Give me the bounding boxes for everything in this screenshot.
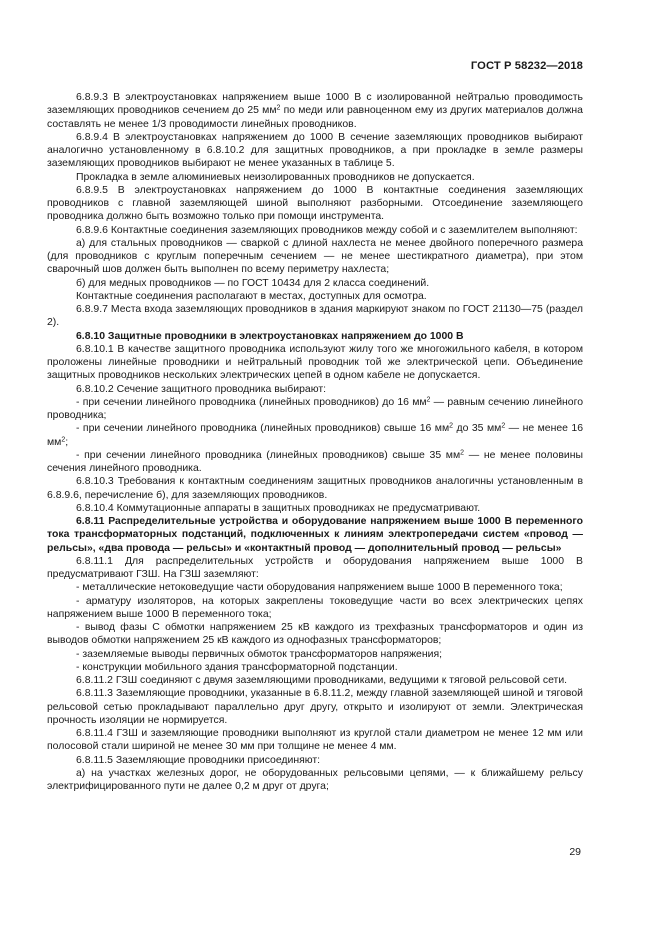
text-run: - заземляемые выводы первичных обмоток трансформаторов напряжения; bbox=[76, 648, 443, 660]
section-heading bbox=[47, 515, 583, 555]
paragraph bbox=[47, 131, 583, 171]
paragraph bbox=[47, 754, 583, 767]
text-run: 6.8.10 Защитные проводники в электроустановках напряжением до 1000 В bbox=[76, 330, 464, 342]
text-run: — равным сечению линейного проводника; bbox=[47, 396, 583, 421]
superscript: 2 bbox=[501, 422, 506, 430]
text-run: 6.8.10.1 В качестве защитного проводника используют жилу того же многожильного кабеля, в котором проложены линейные проводники и нейтральный проводник той же электрической цепи. Объединение защитных проводников нескольких электрических цепей в одном кабеле не допускается. bbox=[47, 343, 583, 382]
document-code-header: ГОСТ Р 58232—2018 bbox=[470, 60, 583, 72]
text-run: 6.8.9.3 В электроустановках напряжением выше 1000 В с изолированной нейтралью проводимость заземляющих проводников сечением до 25 мм bbox=[47, 92, 583, 117]
text-run: - при сечении линейного проводника (линейных проводников) до 16 мм bbox=[76, 396, 427, 408]
paragraph bbox=[47, 595, 583, 622]
text-run: 6.8.10.2 Сечение защитного проводника выбирают: bbox=[76, 383, 326, 395]
text-run: - металлические нетоковедущие части оборудования напряжением выше 1000 В переменного тока; bbox=[76, 582, 563, 594]
superscript: 2 bbox=[426, 396, 431, 404]
text-run: 6.8.9.4 В электроустановках напряжением до 1000 В сечение заземляющих проводников выбирают аналогично установленному в 6.8.10.2 для защитных проводников, а при прокладке в земле размеры заземляющих проводников выбирают не менее указанных в таблице 5. bbox=[47, 131, 583, 170]
text-run: до 35 мм bbox=[453, 423, 502, 435]
text-run: - вывод фазы С обмотки напряжением 25 кВ каждого из трехфазных трансформаторов и один из выводов обмотки напряжением 25 кВ каждого из однофазных трансформаторов; bbox=[47, 622, 583, 647]
text-run: 6.8.9.5 В электроустановках напряжением до 1000 В контактные соединения заземляющих проводников с главной заземляющей шиной выполняют разборными. Отсоединение заземляющего проводника должно быть возможно только при помощи инструмента. bbox=[47, 184, 583, 223]
paragraph bbox=[47, 475, 583, 502]
paragraph bbox=[47, 237, 583, 277]
text-run: - арматуру изоляторов, на которых закреплены токоведущие части во всех электрических цепях напряжением выше 1000 В переменного тока; bbox=[47, 595, 583, 620]
paragraph bbox=[47, 224, 583, 237]
superscript: 2 bbox=[61, 436, 66, 443]
paragraph bbox=[47, 555, 583, 582]
superscript: 2 bbox=[276, 104, 281, 112]
text-run: 6.8.11.1 Для распределительных устройств и оборудования напряжением выше 1000 В предусматривают ГЗШ. На ГЗШ заземляют: bbox=[47, 555, 583, 580]
paragraph bbox=[47, 290, 583, 303]
paragraph bbox=[47, 687, 583, 727]
section-heading bbox=[47, 330, 583, 343]
paragraph bbox=[47, 91, 583, 131]
text-run: - конструкции мобильного здания трансформаторной подстанции. bbox=[76, 661, 398, 673]
text-run: Контактные соединения располагают в местах, доступных для осмотра. bbox=[76, 290, 427, 302]
paragraph bbox=[47, 383, 583, 396]
paragraph bbox=[47, 171, 583, 184]
text-run: а) на участках железных дорог, не оборудованных рельсовыми цепями, — к ближайшему рельсу электрифицированного пути не далее 0,2 м друг от друга; bbox=[47, 767, 583, 792]
text-run: 6.8.9.6 Контактные соединения заземляющих проводников между собой и с заземлителем выполняют: bbox=[76, 224, 578, 236]
paragraph bbox=[47, 621, 583, 648]
paragraph bbox=[47, 502, 583, 515]
text-run: — не менее половины сечения линейного проводника. bbox=[47, 449, 584, 474]
paragraph bbox=[47, 661, 583, 674]
paragraph bbox=[47, 581, 583, 594]
text-run: — не менее 16 мм bbox=[47, 423, 584, 448]
text-run: 6.8.10.3 Требования к контактным соединениям защитных проводников аналогичны установленным в 6.8.9.6, перечисление б), для заземляющих проводников. bbox=[47, 476, 583, 501]
paragraph bbox=[47, 343, 583, 383]
superscript: 2 bbox=[460, 449, 465, 457]
text-run: 6.8.11 Распределительные устройства и оборудование напряжением выше 1000 В переменного тока трансформаторных подстанций, подключенных к линиям электропередачи систем «провод — рельсы», «два провода — рельсы» и «контактный провод — дополнительный провод — рельсы» bbox=[47, 516, 583, 554]
text-run: - при сечении линейного проводника (линейных проводников) свыше 35 мм bbox=[76, 449, 461, 461]
paragraph bbox=[47, 422, 583, 449]
text-run: - при сечении линейного проводника (линейных проводников) свыше 16 мм bbox=[76, 423, 450, 435]
text-run: 6.8.11.5 Заземляющие проводники присоединяют: bbox=[76, 754, 321, 766]
paragraph bbox=[47, 396, 583, 423]
text-run: 6.8.11.4 ГЗШ и заземляющие проводники выполняют из круглой стали диаметром не менее 12 мм или полосовой стали шириной не менее 30 мм при толщине не менее 4 мм. bbox=[47, 728, 583, 753]
superscript: 2 bbox=[449, 422, 454, 430]
text-run: Прокладка в земле алюминиевых неизолированных проводников не допускается. bbox=[76, 171, 475, 183]
text-run: 6.8.11.3 Заземляющие проводники, указанные в 6.8.11.2, между главной заземляющей шиной и тяговой рельсовой сетью прокладывают параллельно друг другу, открыто и изолируют от земли. Электрическая прочность изоляции не нормируется. bbox=[47, 688, 583, 726]
paragraph bbox=[47, 184, 583, 224]
text-run: а) для стальных проводников — сваркой с длиной нахлеста не менее двойного поперечного размера (для проводников с круглым поперечным сечением — не менее шестикратного диаметра), при этом сварочный шов должен быть выполнен по всему периметру нахлеста; bbox=[47, 237, 583, 276]
text-run: б) для медных проводников — по ГОСТ 10434 для 2 класса соединений. bbox=[76, 277, 430, 289]
paragraph bbox=[47, 648, 583, 661]
paragraph bbox=[47, 449, 583, 476]
page-number: 29 bbox=[569, 846, 581, 858]
paragraph bbox=[47, 674, 583, 687]
document-body bbox=[47, 91, 583, 793]
paragraph bbox=[47, 767, 583, 794]
text-run: 6.8.11.2 ГЗШ соединяют с двумя заземляющими проводниками, ведущими к тяговой рельсовой сети. bbox=[76, 675, 568, 686]
paragraph bbox=[47, 727, 583, 754]
paragraph bbox=[47, 303, 583, 330]
text-run: ; bbox=[65, 436, 69, 448]
text-run: 6.8.10.4 Коммутационные аппараты в защитных проводниках не предусматривают. bbox=[76, 502, 481, 514]
text-run: 6.8.9.7 Места входа заземляющих проводников в здания маркируют знаком по ГОСТ 21130—75 (раздел 2). bbox=[47, 304, 583, 329]
text-run: по меди или равноценном ему из других материалов должна составлять не менее 1/3 проводимости линейных проводников. bbox=[47, 105, 583, 130]
paragraph bbox=[47, 277, 583, 290]
